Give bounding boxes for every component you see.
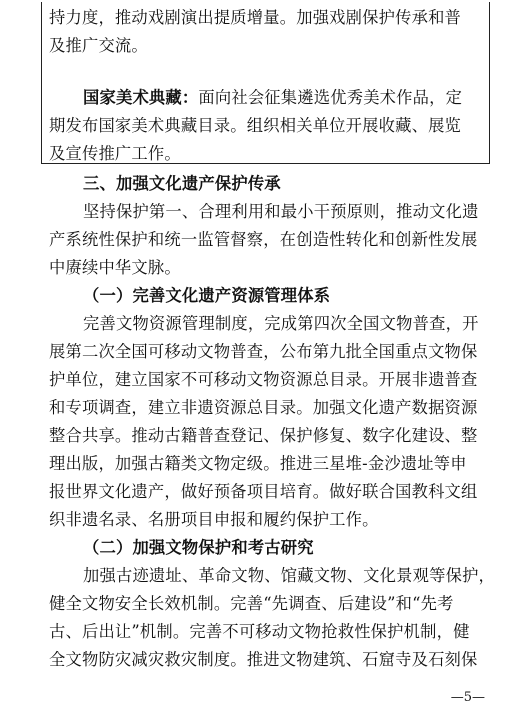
box-line: 持力度，推动戏剧演出提质增量。加强戏剧保护传承和普 — [49, 8, 462, 27]
paragraph-line: 全文物防灾减灾救灾制度。推进文物建筑、石窟寺及石刻保 — [49, 650, 478, 669]
paragraph-line: 护单位，建立国家不可移动文物资源总目录。开展非遗普查 — [49, 370, 478, 389]
box-item-line — [83, 88, 515, 108]
paragraph-line: 古、后出让”机制。完善不可移动文物抢救性保护机制，健 — [49, 622, 470, 641]
paragraph-line: 展第二次全国可移动文物普查，公布第九批全国重点文物保 — [49, 342, 478, 361]
paragraph-line: 坚持保护第一、合理利用和最小干预原则，推动文化遗 — [83, 202, 479, 221]
paragraph-line: 整合共享。推动古籍普查登记、保护修复、数字化建设、整 — [49, 426, 478, 445]
paragraph-line: 和专项调查，建立非遗资源总目录。加强文化遗产数据资源 — [49, 398, 478, 417]
subsection-heading: （一）完善文化遗产资源管理体系 — [83, 286, 331, 305]
paragraph-line: 理出版，加强古籍类文物定级。推进三星堆-金沙遗址等申 — [49, 454, 467, 473]
box-item-text: 面向社会征集遴选优秀美术作品，定 — [198, 88, 463, 107]
paragraph-line: 产系统性保护和统一监管督察，在创造性转化和创新性发展 — [49, 230, 478, 249]
paragraph-line: 报世界文化遗产，做好预备项目培育。做好联合国教科文组 — [49, 482, 478, 501]
box-line: 期发布国家美术典藏目录。组织相关单位开展收藏、展览 — [49, 116, 462, 135]
page-number: —5— — [450, 690, 485, 705]
paragraph-line: 完善文物资源管理制度，完成第四次全国文物普查，开 — [83, 314, 479, 333]
box-line: 及宣传推广工作。 — [49, 144, 181, 163]
paragraph-line: 中赓续中华文脉。 — [49, 258, 181, 277]
section-heading: 三、加强文化遗产保护传承 — [83, 174, 281, 193]
paragraph-line: 织非遗名录、名册项目申报和履约保护工作。 — [49, 510, 379, 529]
paragraph-line: 加强古迹遗址、革命文物、馆藏文物、文化景观等保护， — [83, 566, 496, 585]
subsection-heading: （二）加强文物保护和考古研究 — [83, 538, 314, 557]
paragraph-line: 健全文物安全长效机制。完善“先调查、后建设”和“先考 — [49, 594, 454, 613]
box-line: 及推广交流。 — [49, 36, 148, 55]
box-item-title: 国家美术典藏： — [83, 88, 199, 107]
